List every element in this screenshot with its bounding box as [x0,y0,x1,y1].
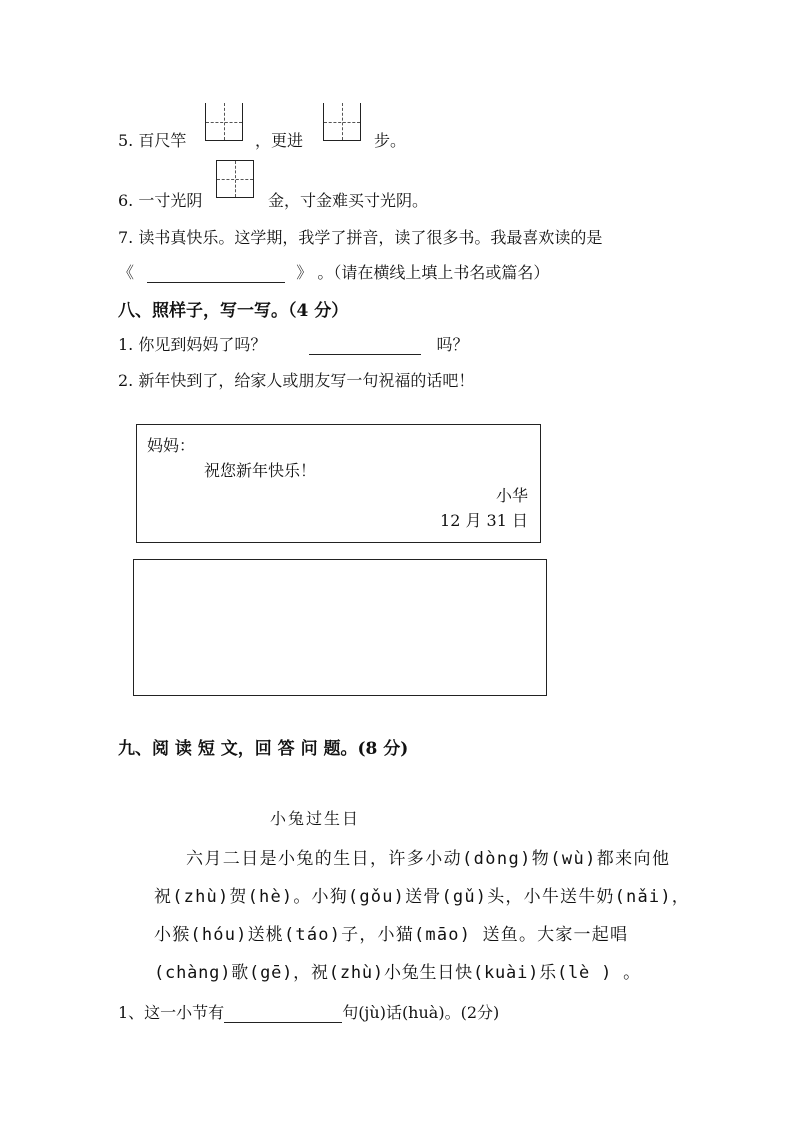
example-date: 12 月 31 日 [440,511,528,530]
example-greeting: 祝您新年快乐！ [204,461,317,480]
q5-text-c: 步。 [374,131,407,150]
story-line-4: (chàng)歌(gē)，祝(zhù)小兔生日快(kuài)乐(lè ) 。 [154,963,641,983]
section8-title: 八、照样子，写一写。（4 分） [118,301,349,321]
example-greeting-card [136,424,541,543]
q6-writing-grid[interactable] [216,160,254,198]
example-salutation: 妈妈： [147,436,196,455]
q7-note: 。（请在横线上填上书名或篇名） [317,263,550,282]
section9-q1-text-a: 1、这一小节有 [118,1003,225,1022]
q5-writing-grid-2[interactable] [323,103,361,141]
q5-writing-grid-1[interactable] [205,103,243,141]
q6-text-b: 金，寸金难买寸光阴。 [268,191,429,210]
q7-close-bracket: 》 [296,263,313,282]
story-line-1: 六月二日是小兔的生日，许多小动(dòng)物(wù)都来向他 [186,849,671,869]
q7-line2 [118,260,549,283]
example-signature: 小华 [495,486,528,505]
q7-open-bracket: 《 [118,263,135,282]
q7-book-title-blank[interactable] [147,263,285,283]
q7-line1: 7. 读书真快乐。这学期，我学了拼音，读了很多书。我最喜欢读的是 [118,228,603,247]
section8-q1-text-a: 1. 你见到妈妈了吗？ [118,335,267,354]
section8-q1 [118,332,469,355]
section9-q1-answer-blank[interactable] [224,1003,342,1023]
q5-text-b: ，更进 [255,131,304,150]
q6-text-a: 6. 一寸光阴 [118,191,203,210]
section8-q1-text-b: 吗？ [436,335,469,354]
story-line-3: 小猴(hóu)送桃(táo)子，小猫(māo) 送鱼。大家一起唱 [154,925,629,945]
section9-q1-text-b: 句(jù)话(huà)。(2分) [342,1003,500,1022]
greeting-answer-box[interactable] [133,559,547,696]
section9-title: 九、阅 读 短 文，回 答 问 题。(8 分) [118,739,409,759]
section8-q1-answer-blank[interactable] [309,335,421,355]
story-line-2: 祝(zhù)贺(hè)。小狗(gǒu)送骨(gǔ)头，小牛送牛奶(nǎi)， [154,887,691,907]
q5-text-a: 5. 百尺竿 [118,131,187,150]
section8-q2: 2. 新年快到了，给家人或朋友写一句祝福的话吧！ [118,371,475,390]
section9-q1 [118,1000,499,1023]
story-title: 小兔过生日 [270,809,361,828]
